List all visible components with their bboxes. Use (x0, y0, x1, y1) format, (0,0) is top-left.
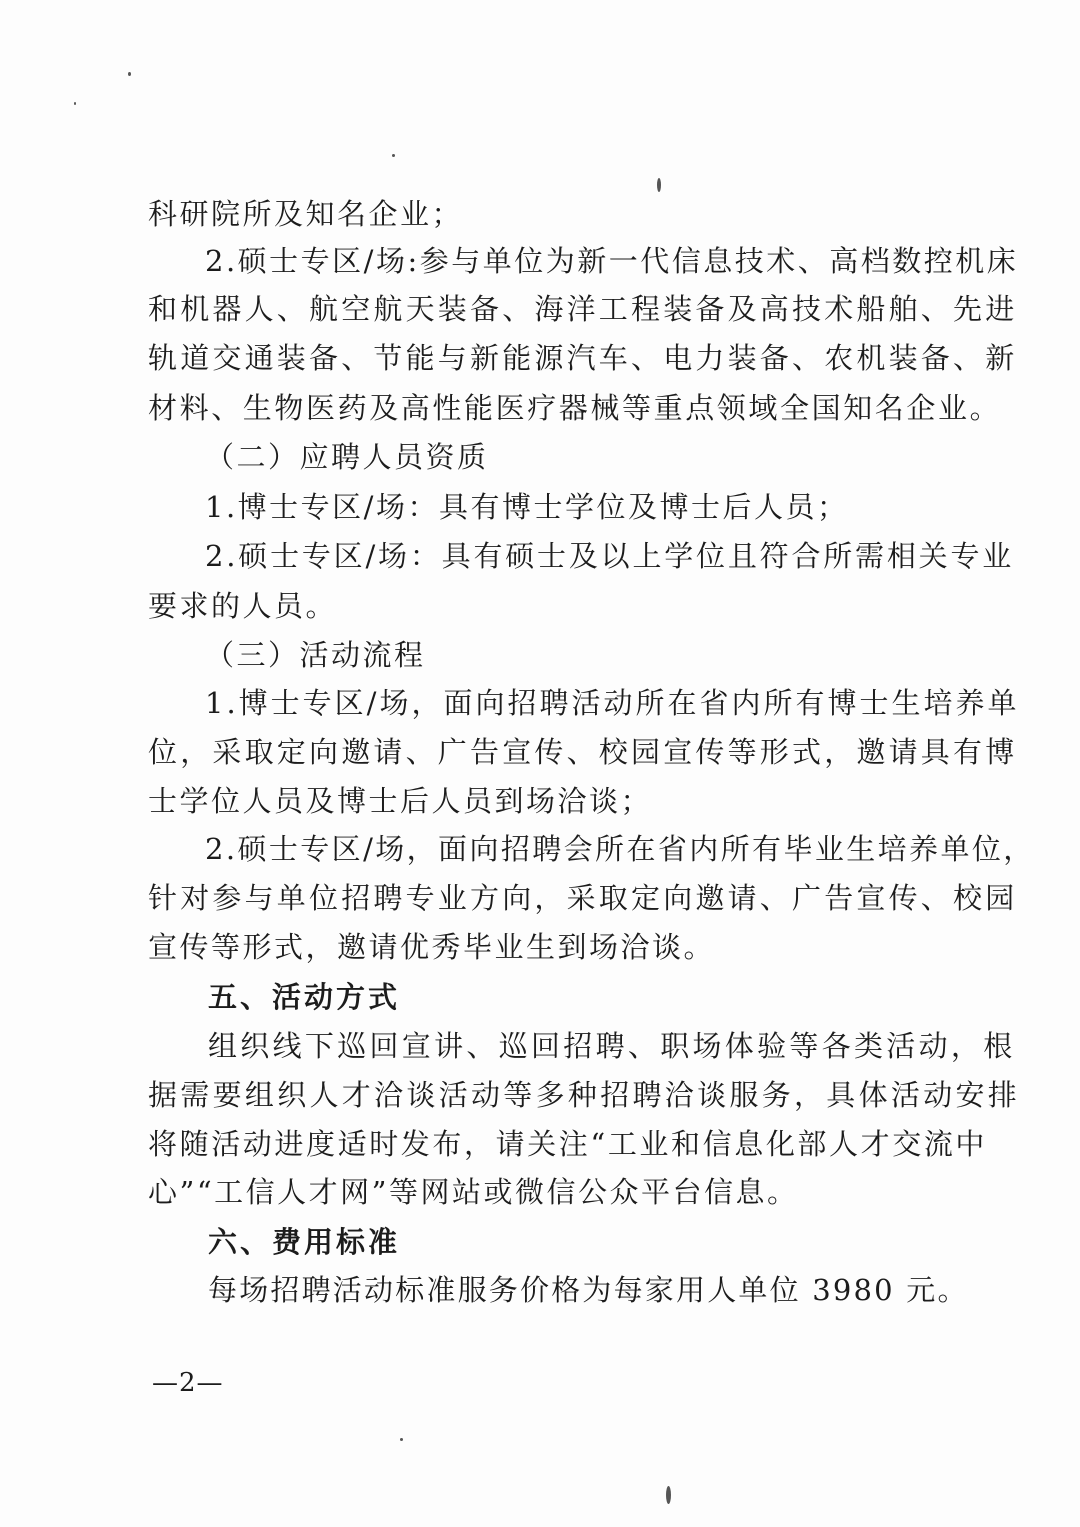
scan-speck (657, 178, 661, 192)
body-line: 2.硕士专区/场：具有硕士及以上学位且符合所需相关专业 (205, 539, 1015, 573)
body-line: 士学位人员及博士后人员到场洽谈； (148, 784, 653, 818)
line-text: 2.硕士专区/场:参与单位为新一代信息技术、高档数控机床 (205, 244, 1019, 278)
body-line: 1.博士专区/场：具有博士学位及博士后人员； (205, 490, 849, 524)
section-subheading: （二）应聘人员资质 (205, 440, 489, 474)
body-line (205, 243, 1019, 279)
body-line: 据需要组织人才洽谈活动等多种招聘洽谈服务，具体活动安排 (148, 1078, 1021, 1112)
section-heading: 五、活动方式 (208, 980, 401, 1014)
body-line: 和机器人、航空航天装备、海洋工程装备及高技术船舶、先进 (148, 292, 1018, 326)
page-number: —2— (152, 1368, 224, 1398)
body-line: 科研院所及知名企业； (148, 197, 464, 231)
section-subheading: （三）活动流程 (205, 638, 426, 672)
body-line: 宣传等形式，邀请优秀毕业生到场洽谈。 (148, 930, 716, 964)
body-line: 组织线下巡回宣讲、巡回招聘、职场体验等各类活动，根 (208, 1029, 1016, 1063)
body-line: 每场招聘活动标准服务价格为每家用人单位 3980 元。 (208, 1273, 969, 1307)
scan-speck (128, 72, 131, 76)
body-line: 针对参与单位招聘专业方向，采取定向邀请、广告宣传、校园 (148, 881, 1018, 915)
scan-speck (400, 1438, 403, 1441)
body-line: 轨道交通装备、节能与新能源汽车、电力装备、农机装备、新 (148, 341, 1018, 375)
body-line: 将随活动进度适时发布，请关注“工业和信息化部人才交流中 (148, 1127, 988, 1161)
body-line: 心”“工信人才网”等网站或微信公众平台信息。 (148, 1175, 799, 1209)
scan-speck (666, 1486, 671, 1504)
body-line: 2.硕士专区/场，面向招聘会所在省内所有毕业生培养单位， (205, 832, 1035, 866)
scan-speck (74, 102, 76, 105)
scan-speck (392, 154, 395, 157)
section-heading: 六、费用标准 (208, 1225, 401, 1259)
body-line: 材料、生物医药及高性能医疗器械等重点领域全国知名企业。 (148, 391, 1002, 425)
body-line: 位，采取定向邀请、广告宣传、校园宣传等形式，邀请具有博 (148, 735, 1018, 769)
body-line: 1.博士专区/场，面向招聘活动所在省内所有博士生培养单 (205, 686, 1020, 720)
body-line: 要求的人员。 (148, 589, 338, 623)
